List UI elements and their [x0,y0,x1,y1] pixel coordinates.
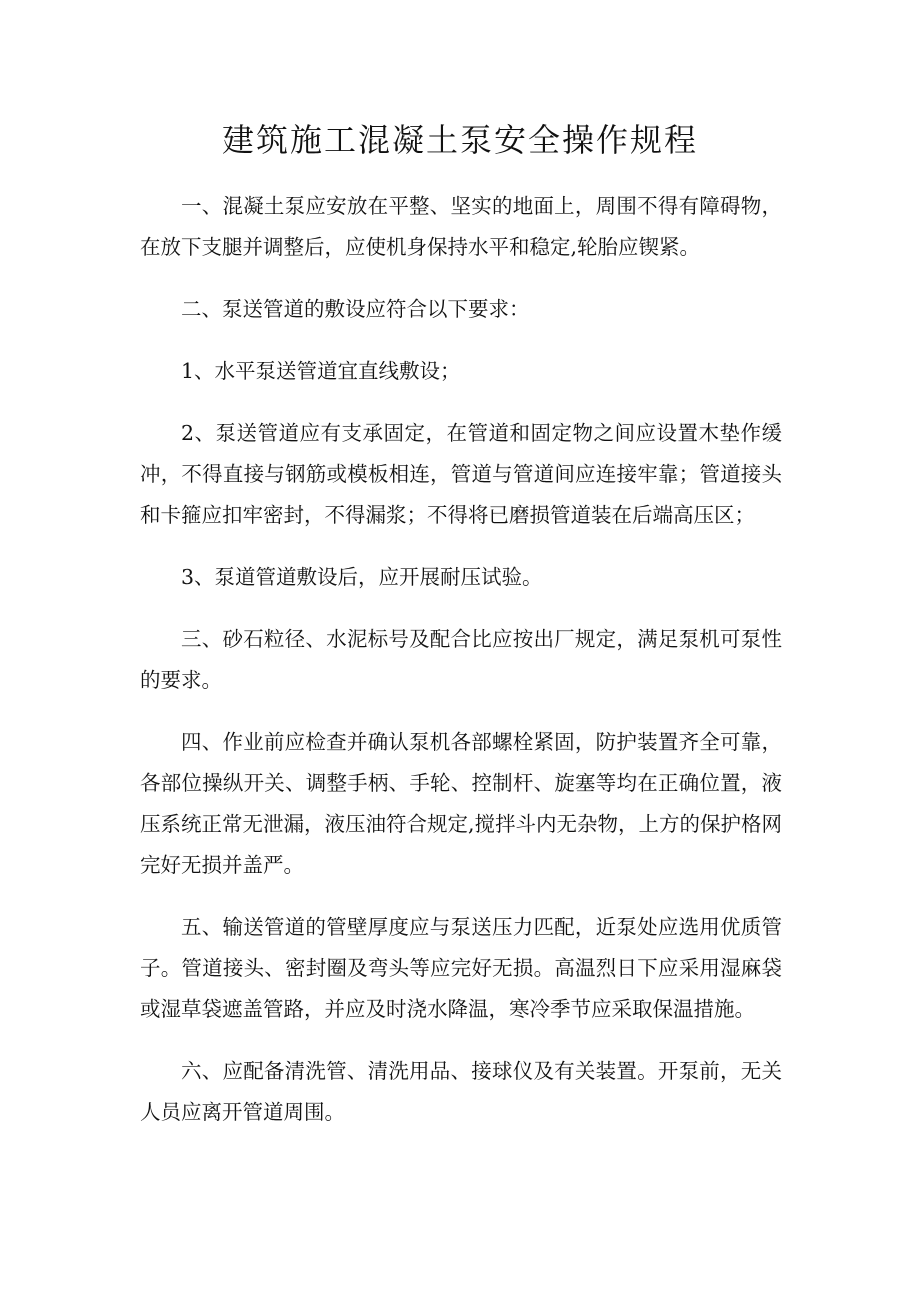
paragraph-2: 二、泵送管道的敷设应符合以下要求： [181,297,530,321]
document-title: 建筑施工混凝土泵安全操作规程 [221,121,698,159]
paragraph-6: 三、砂石粒径、水泥标号及配合比应按出厂规定，满足泵机可泵性的要求。 [140,627,782,692]
paragraph-3: 1、水平泵送管道宜直线敷设； [181,359,461,383]
paragraph-7: 四、作业前应检查并确认泵机各部螺栓紧固，防护装置齐全可靠，各部位操纵开关、调整手柄、手轮、控制杆、旋塞等均在正确位置，液压系统正常无泄漏，液压油符合规定,搅拌斗内无杂物，上方的保护格网完好无损并盖严。 [140,730,783,877]
paragraph-4: 2、泵送管道应有支承固定，在管道和固定物之间应设置木垫作缓冲，不得直接与钢筋或模板相连，管道与管道间应连接牢靠；管道接头和卡箍应扣牢密封，不得漏浆；不得将已磨损管道装在后端高压区； [140,421,782,527]
paragraph-9: 六、应配备清洗管、清洗用品、接球仪及有关装置。开泵前，无关人员应离开管道周围。 [140,1059,782,1124]
paragraph-8: 五、输送管道的管壁厚度应与泵送压力匹配，近泵处应选用优质管子。管道接头、密封圈及弯头等应完好无损。高温烈日下应采用湿麻袋或湿草袋遮盖管路，并应及时浇水降温，寒冷季节应采取保温措施。 [140,915,782,1021]
paragraph-1: 一、混凝土泵应安放在平整、坚实的地面上，周围不得有障碍物，在放下支腿并调整后，应使机身保持水平和稳定,轮胎应锲紧。 [140,194,782,259]
document-body [140,186,782,1154]
paragraph-5: 3、泵道管道敷设后，应开展耐压试验。 [181,565,543,589]
